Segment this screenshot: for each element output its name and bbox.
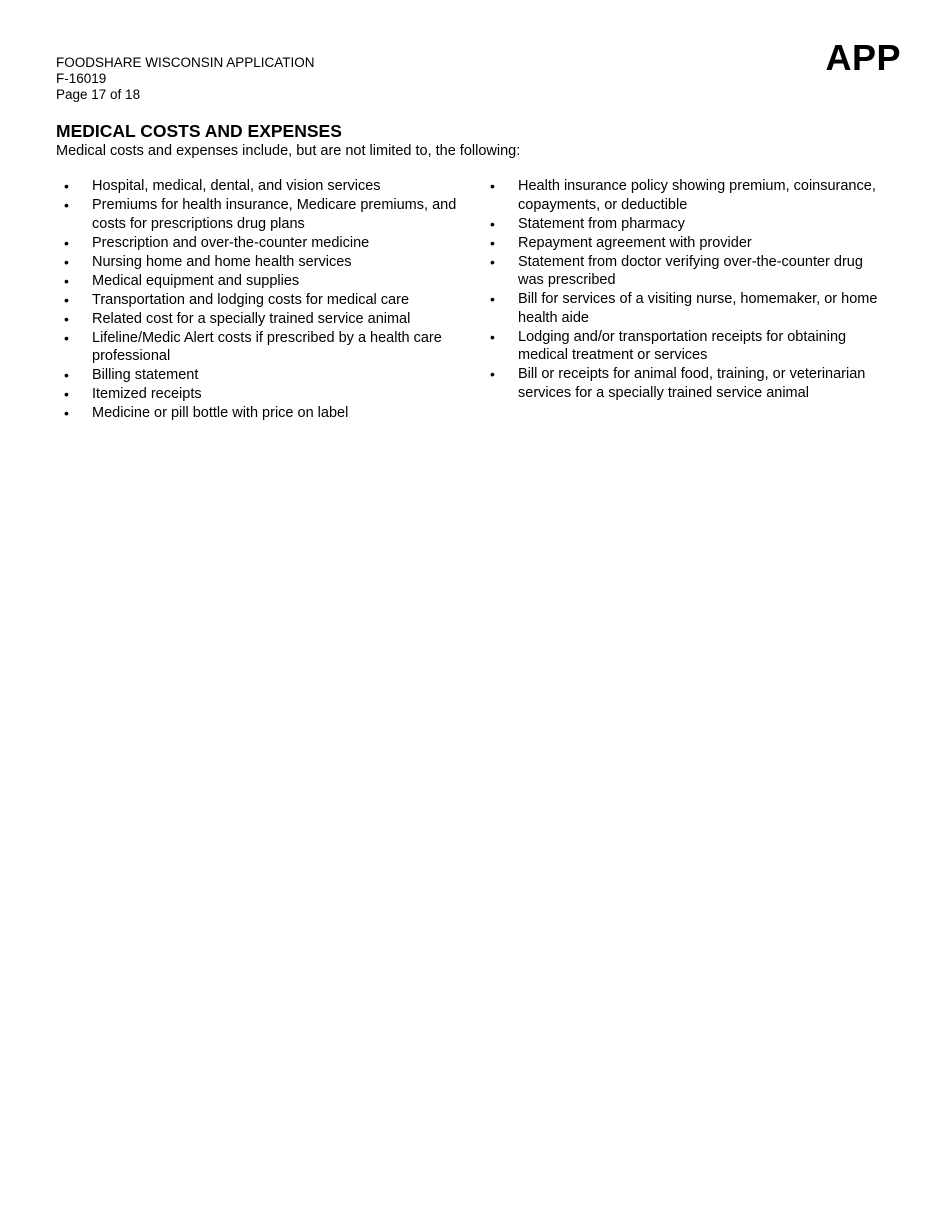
list-item: • Premiums for health insurance, Medicare premiums, and costs for prescriptions drug plans [56,196,476,233]
list-item: • Medical equipment and supplies [56,272,476,291]
list-item: • Lifeline/Medic Alert costs if prescribed by a health care professional [56,329,476,366]
form-header [56,55,315,103]
list-item: • Billing statement [56,366,476,385]
section-title: MEDICAL COSTS AND EXPENSES [56,121,342,141]
list-item: • Nursing home and home health services [56,253,476,272]
list-item: • Statement from doctor verifying over-the-counter drug was prescribed [482,253,882,290]
list-item: • Lodging and/or transportation receipts for obtaining medical treatment or services [482,328,882,365]
list-item: • Medicine or pill bottle with price on label [56,404,476,423]
list-item: • Prescription and over-the-counter medicine [56,234,476,253]
app-badge: APP [825,37,901,78]
list-item: • Bill for services of a visiting nurse, homemaker, or home health aide [482,290,882,327]
section-intro: Medical costs and expenses include, but are not limited to, the following: [56,143,521,159]
list-item: • Related cost for a specially trained service animal [56,310,476,329]
right-bullet-list [482,177,882,403]
list-item: • Statement from pharmacy [482,215,882,234]
list-item: • Itemized receipts [56,385,476,404]
list-item: • Health insurance policy showing premium, coinsurance, copayments, or deductible [482,177,882,214]
list-item: • Transportation and lodging costs for medical care [56,291,476,310]
list-item: • Hospital, medical, dental, and vision services [56,177,476,196]
list-item: • Repayment agreement with provider [482,234,882,253]
page-info: Page 17 of 18 [56,87,141,102]
form-number: F-16019 [56,71,107,86]
form-title: FOODSHARE WISCONSIN APPLICATION [56,55,315,70]
list-item: • Bill or receipts for animal food, training, or veterinarian services for a specially trained service animal [482,365,882,402]
left-bullet-list [56,177,476,423]
